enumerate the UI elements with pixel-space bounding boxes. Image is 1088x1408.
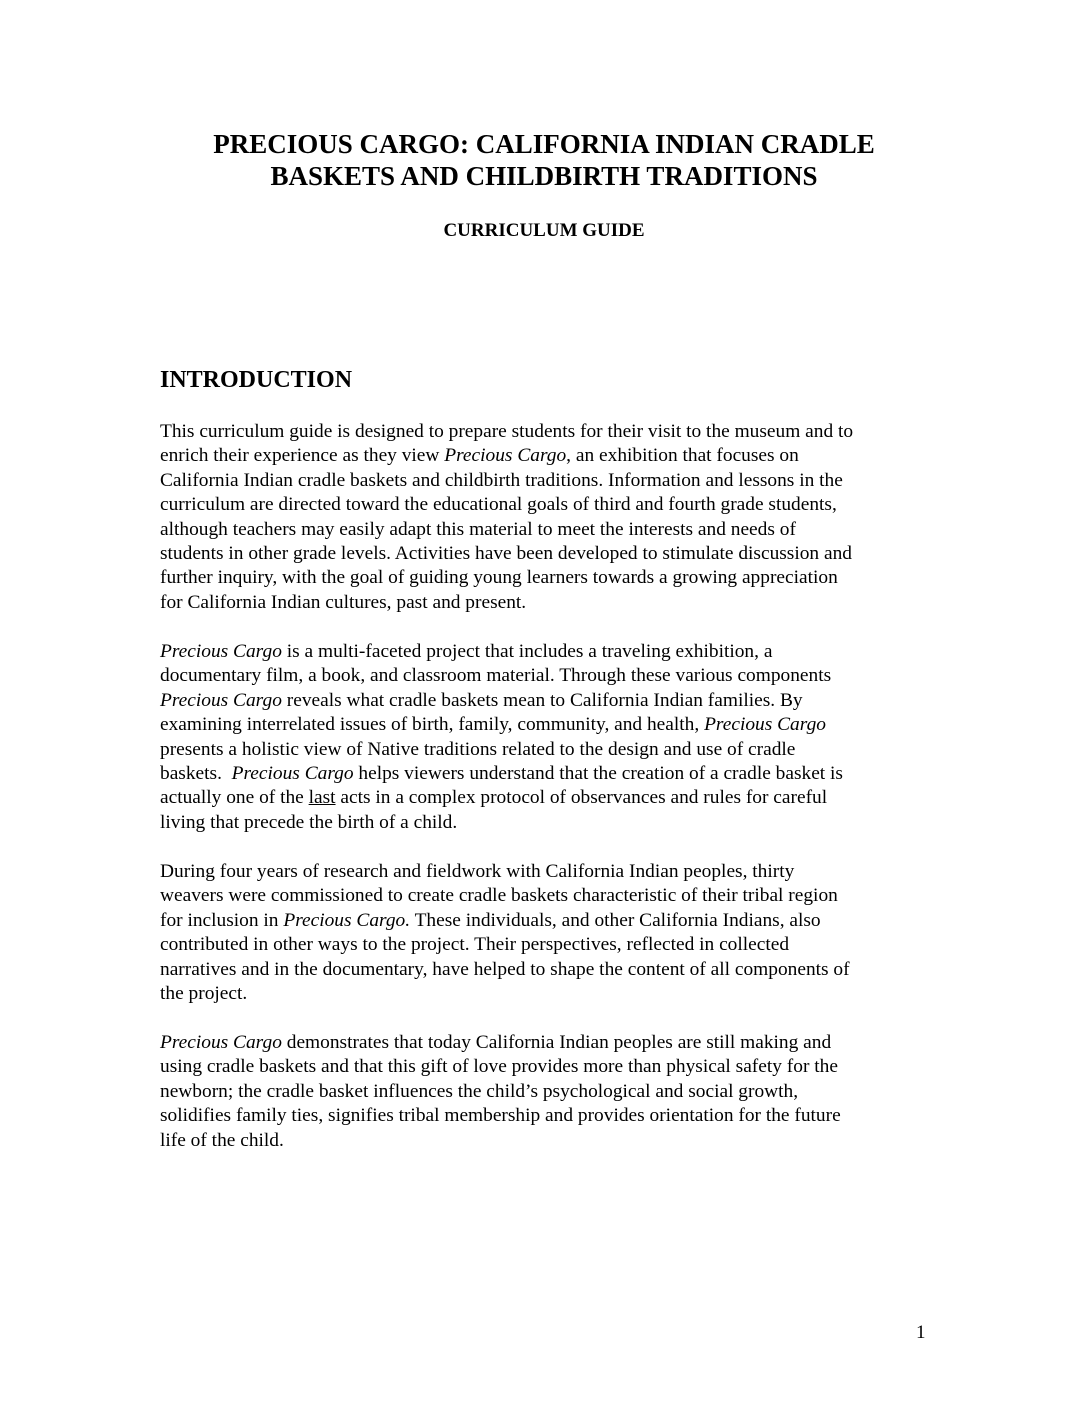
- text-run: is a multi-faceted project that includes a traveling exhibition, a: [281, 641, 773, 662]
- italic-title: Precious Cargo: [704, 714, 826, 736]
- text-run: for inclusion in: [160, 909, 284, 931]
- paragraph-line: contributed in other ways to the project. Their perspectives, reflected in collected: [160, 934, 790, 956]
- text-run: baskets.: [160, 763, 232, 785]
- paragraph-line: students in other grade levels. Activities have been developed to stimulate discussion and: [160, 543, 852, 565]
- paragraph-line: living that precede the birth of a child.: [160, 811, 458, 833]
- paragraph-line: [160, 909, 930, 933]
- paragraph-line: During four years of research and fieldwork with California Indian peoples, thirty: [160, 861, 795, 882]
- paragraph-line: [160, 640, 930, 664]
- paragraph-1: [160, 420, 930, 615]
- paragraph-line: [160, 762, 930, 786]
- italic-title: Precious Cargo.: [283, 909, 411, 931]
- paragraph-line: life of the child.: [160, 1129, 284, 1151]
- title-line-1: PRECIOUS CARGO: CALIFORNIA INDIAN CRADLE: [213, 129, 875, 159]
- page-number: 1: [916, 1322, 926, 1343]
- text-run: actually one of the: [160, 787, 309, 809]
- paragraph-line: using cradle baskets and that this gift of love provides more than physical safety for the: [160, 1056, 838, 1078]
- document-subtitle: CURRICULUM GUIDE: [443, 220, 645, 241]
- document-title: [160, 128, 928, 192]
- text-run: acts in a complex protocol of observances and rules for careful: [335, 787, 828, 809]
- paragraph-line: the project.: [160, 983, 248, 1005]
- paragraph-line: although teachers may easily adapt this material to meet the interests and needs of: [160, 518, 796, 540]
- text-run: reveals what cradle baskets mean to California Indian families. By: [281, 689, 803, 711]
- paragraph-line: narratives and in the documentary, have helped to shape the content of all components of: [160, 958, 850, 980]
- paragraph-line: curriculum are directed toward the educational goals of third and fourth grade students,: [160, 494, 837, 516]
- paragraph-line: for California Indian cultures, past and present.: [160, 591, 527, 613]
- paragraph-line: newborn; the cradle basket influences the child’s psychological and social growth,: [160, 1080, 799, 1102]
- paragraph-line: This curriculum guide is designed to prepare students for their visit to the museum and to: [160, 421, 854, 442]
- paragraph-line: [160, 444, 930, 468]
- italic-title: Precious Cargo: [160, 641, 282, 662]
- text-run: These individuals, and other California Indians, also: [410, 909, 821, 931]
- paragraph-line: California Indian cradle baskets and childbirth traditions. Information and lessons in the: [160, 469, 843, 491]
- paragraph-line: solidifies family ties, signifies tribal membership and provides orientation for the future: [160, 1105, 841, 1127]
- paragraph-2: [160, 640, 930, 835]
- paragraph-line: presents a holistic view of Native traditions related to the design and use of cradle: [160, 738, 796, 760]
- title-line-2: BASKETS AND CHILDBIRTH TRADITIONS: [270, 161, 818, 191]
- text-run: helps viewers understand that the creation of a cradle basket is: [353, 763, 843, 785]
- paragraph-line: [160, 786, 930, 810]
- paragraph-line: [160, 713, 930, 737]
- text-run: enrich their experience as they view: [160, 445, 445, 467]
- text-run: , an exhibition that focuses on: [566, 445, 799, 467]
- underlined-word: last: [308, 787, 336, 809]
- italic-title: Precious Cargo: [160, 689, 282, 711]
- text-run: examining interrelated issues of birth, family, community, and health,: [160, 714, 705, 736]
- italic-title: Precious Cargo: [231, 763, 354, 785]
- paragraph-line: documentary film, a book, and classroom material. Through these various components: [160, 665, 832, 687]
- text-run: demonstrates that today California Indian peoples are still making and: [281, 1032, 832, 1053]
- paragraph-line: weavers were commissioned to create cradle baskets characteristic of their tribal region: [160, 885, 838, 907]
- paragraph-line: [160, 689, 930, 713]
- section-heading: INTRODUCTION: [160, 367, 353, 393]
- paragraph-line: further inquiry, with the goal of guiding young learners towards a growing appreciation: [160, 567, 838, 589]
- italic-title: Precious Cargo: [444, 445, 567, 467]
- paragraph-line: [160, 1031, 930, 1055]
- paragraph-4: [160, 1031, 930, 1153]
- italic-title: Precious Cargo: [160, 1032, 282, 1053]
- paragraph-3: [160, 860, 930, 1006]
